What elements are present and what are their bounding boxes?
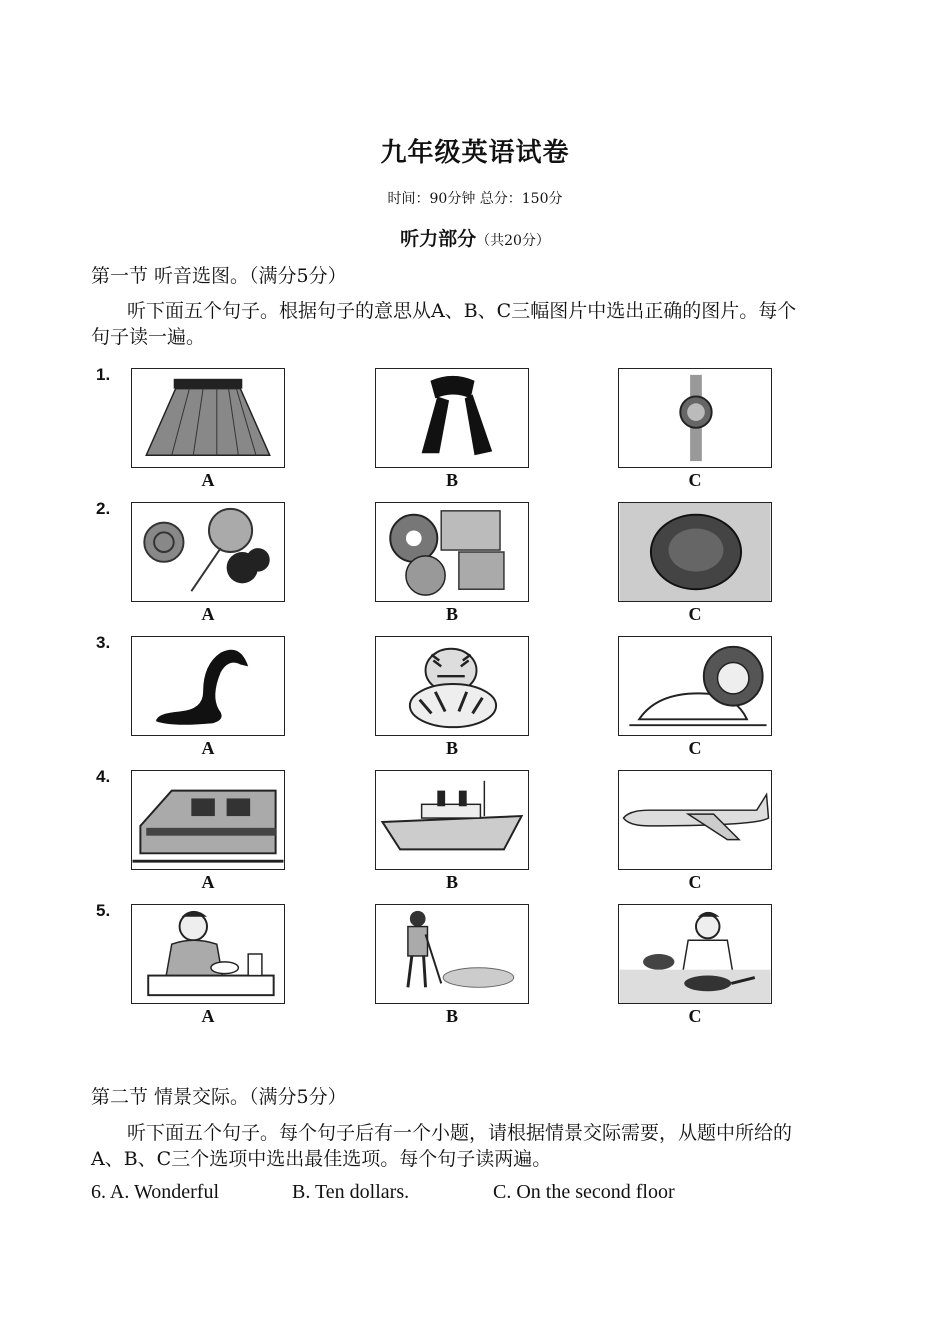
skirt-icon (131, 368, 285, 468)
option-label: B (445, 604, 458, 624)
option-label: A (201, 872, 215, 892)
option-label: C (688, 872, 702, 892)
q6-option-c: C. On the second floor (493, 1181, 675, 1203)
question-number: 1. (96, 365, 111, 384)
sweeping-icon (375, 904, 529, 1004)
ship-icon (375, 770, 529, 870)
cooking-icon (618, 904, 772, 1004)
question-number: 5. (96, 901, 111, 920)
option-label: A (201, 1006, 215, 1026)
part-score: （共20分） (476, 233, 550, 249)
q6-option-b: B. Ten dollars. (292, 1181, 410, 1203)
option-label: B (445, 470, 458, 490)
washing-dishes-icon (131, 904, 285, 1004)
section2-instruction: 听下面五个句子。每个句子后有一个小题，请根据情景交际需要，从题中所给的A、B、C三个选项中选出最佳选项。每个句子读两遍。 (91, 1122, 793, 1170)
lion-icon (618, 636, 772, 736)
option-label: C (688, 738, 702, 758)
question-number: 4. (96, 767, 111, 786)
question-number: 2. (96, 499, 111, 518)
option-label: C (688, 1006, 702, 1026)
candy-icon (131, 502, 285, 602)
question-number: 3. (96, 633, 111, 652)
option-label: C (688, 604, 702, 624)
scarf-icon (375, 368, 529, 468)
part-title: 听力部分 (400, 228, 477, 250)
option-label: C (688, 470, 702, 490)
page-title: 九年级英语试卷 (380, 138, 570, 168)
exam-meta: 时间：90分钟 总分：150分 (387, 191, 563, 207)
section1-instruction: 听下面五个句子。根据句子的意思从A、B、C三幅图片中选出正确的图片。每个句子读一遍。 (91, 300, 797, 348)
cookies-icon (375, 502, 529, 602)
tiger-icon (375, 636, 529, 736)
watch-icon (618, 368, 772, 468)
option-label: A (201, 470, 215, 490)
option-label: B (445, 1006, 458, 1026)
option-label: B (445, 738, 458, 758)
option-label: B (445, 872, 458, 892)
snake-icon (131, 636, 285, 736)
train-icon (131, 770, 285, 870)
option-label: A (201, 604, 215, 624)
q6-option-a: 6. A. Wonderful (91, 1181, 220, 1203)
plane-icon (618, 770, 772, 870)
mooncake-icon (618, 502, 772, 602)
option-label: A (201, 738, 215, 758)
section2-heading: 第二节 情景交际。（满分5分） (91, 1086, 347, 1108)
section1-heading: 第一节 听音选图。（满分5分） (91, 265, 347, 287)
